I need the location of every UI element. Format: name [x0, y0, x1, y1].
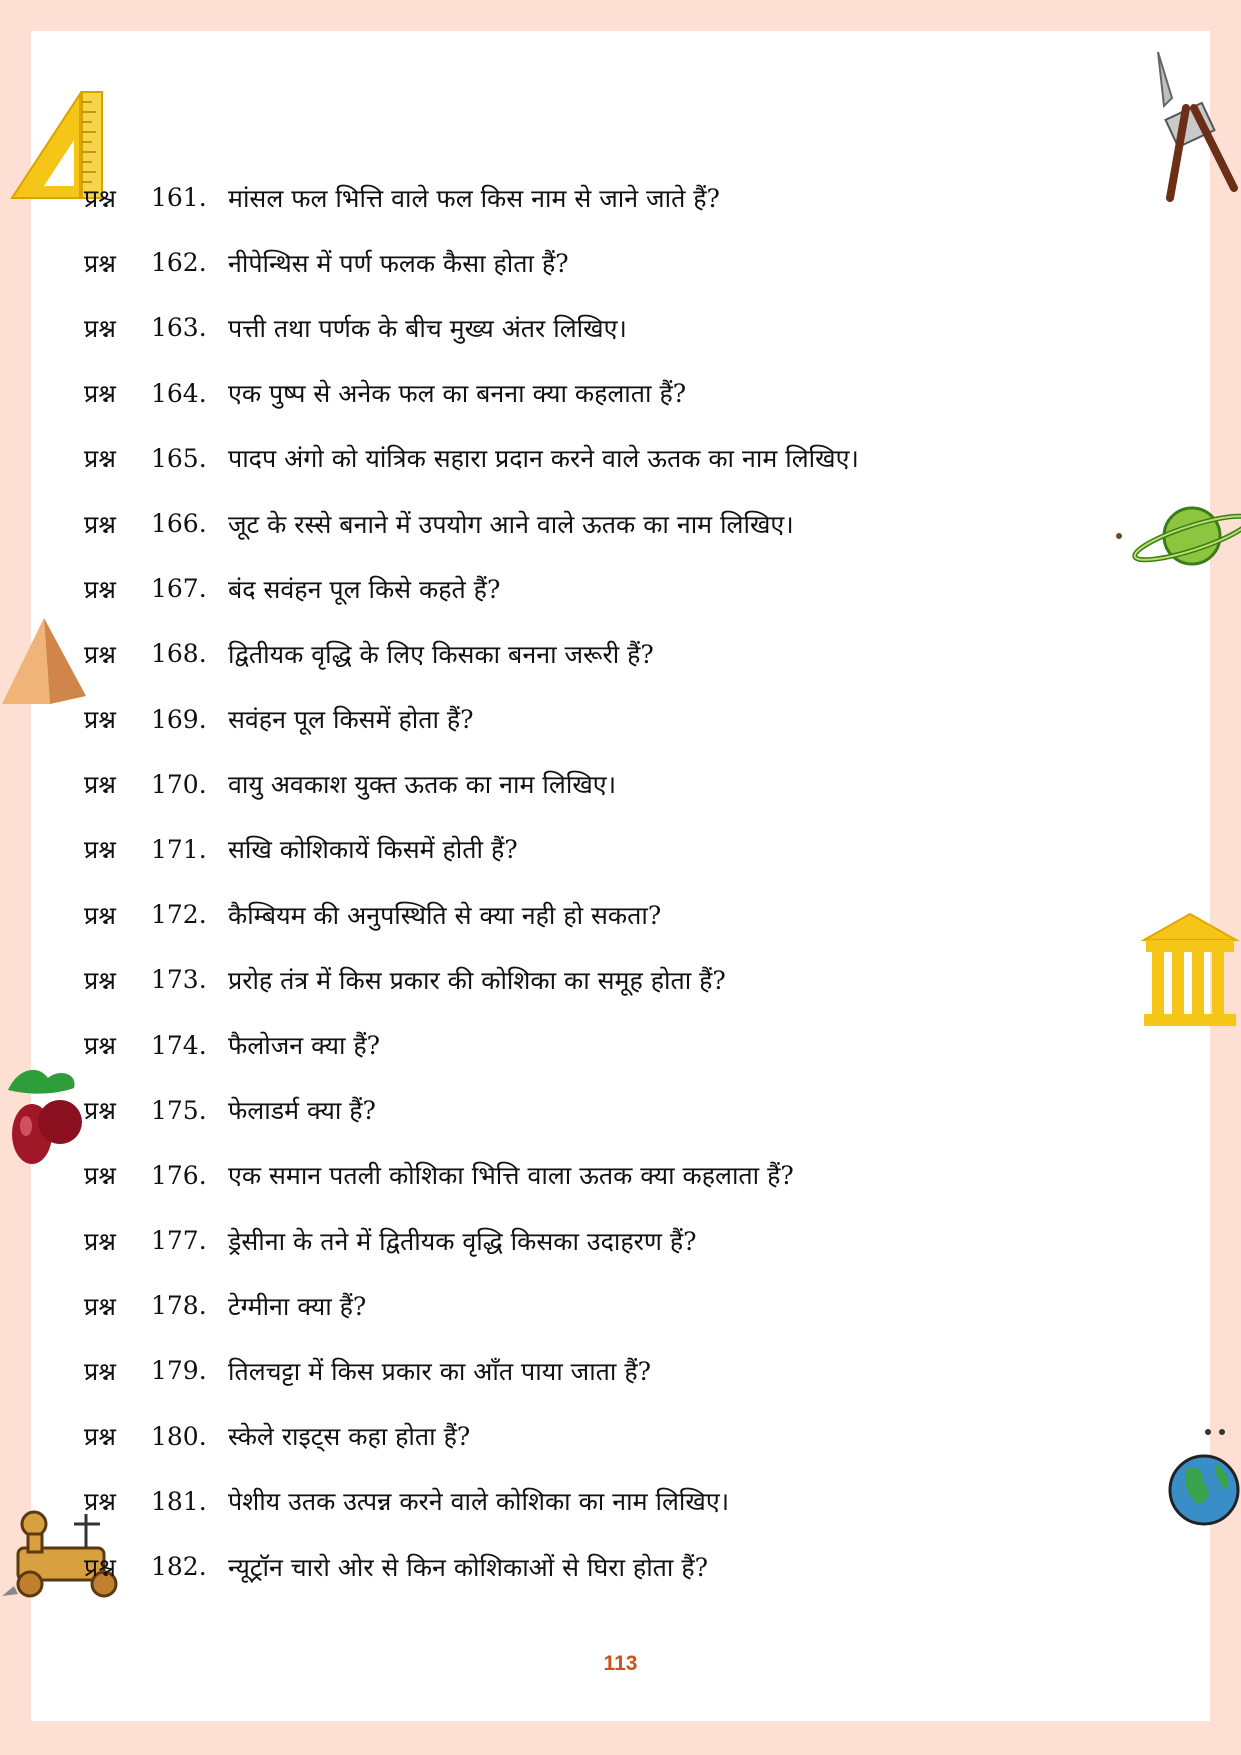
question-item [84, 1143, 859, 1208]
question-label: प्रश्न [84, 1096, 116, 1126]
question-label: प्रश्न [84, 1356, 116, 1386]
question-text: वायु अवकाश युक्त ऊतक का नाम लिखिए। [228, 770, 617, 800]
kidney-bean-icon [2, 1060, 88, 1168]
question-text: पादप अंगो को यांत्रिक सहारा प्रदान करने वाले ऊतक का नाम लिखिए। [228, 444, 859, 474]
question-item [84, 947, 859, 1012]
question-item [84, 1534, 859, 1599]
question-text: एक समान पतली कोशिका भित्ति वाला ऊतक क्या कहलाता हैं? [228, 1161, 794, 1191]
question-number: 178. [151, 1291, 207, 1321]
question-item [84, 295, 859, 360]
question-label: प्रश्न [84, 900, 116, 930]
saturn-icon [1110, 498, 1241, 578]
question-number: 174. [151, 1030, 207, 1060]
question-item [84, 882, 859, 947]
question-label: प्रश्न [84, 1291, 116, 1321]
globe-icon [1160, 1420, 1241, 1532]
question-label: प्रश्न [84, 509, 116, 539]
question-text: जूट के रस्से बनाने में उपयोग आने वाले ऊतक का नाम लिखिए। [228, 509, 794, 539]
question-text: बंद सवंहन पूल किसे कहते हैं? [228, 574, 501, 604]
question-item [84, 817, 859, 882]
question-number: 172. [151, 900, 207, 930]
question-text: कैम्बियम की अनुपस्थिति से क्या नही हो सकता? [228, 900, 662, 930]
question-text: पत्ती तथा पर्णक के बीच मुख्य अंतर लिखिए। [228, 313, 627, 343]
question-item [84, 1208, 859, 1273]
pillar-icon [1140, 912, 1241, 1030]
question-item [84, 556, 859, 621]
question-text: पेशीय उतक उत्पन्न करने वाले कोशिका का नाम लिखिए। [228, 1487, 730, 1517]
question-item [84, 1273, 859, 1338]
question-number: 179. [151, 1356, 207, 1386]
question-number: 168. [151, 639, 207, 669]
question-text: सखि कोशिकायें किसमें होती हैं? [228, 835, 518, 865]
question-label: प्रश्न [84, 574, 116, 604]
question-number: 182. [151, 1552, 207, 1582]
question-number: 162. [151, 248, 207, 278]
question-text: एक पुष्प से अनेक फल का बनना क्या कहलाता हैं? [228, 379, 687, 409]
question-item [84, 165, 859, 230]
question-item [84, 1078, 859, 1143]
question-text: ड्रेसीना के तने में द्वितीयक वृद्धि किसका उदाहरण हैं? [228, 1226, 697, 1256]
question-text: प्ररोह तंत्र में किस प्रकार की कोशिका का समूह होता हैं? [228, 965, 726, 995]
question-label: प्रश्न [84, 965, 116, 995]
question-number: 165. [151, 443, 207, 473]
question-label: प्रश्न [84, 1031, 116, 1061]
page-number: 113 [603, 1652, 638, 1675]
question-number: 167. [151, 574, 207, 604]
question-item [84, 491, 859, 556]
question-text: नीपेन्थिस में पर्ण फलक कैसा होता हैं? [228, 248, 569, 278]
question-text: टेग्मीना क्या हैं? [228, 1291, 367, 1321]
question-number: 175. [151, 1095, 207, 1125]
question-text: फैलोजन क्या हैं? [228, 1031, 381, 1061]
question-number: 169. [151, 704, 207, 734]
question-number: 163. [151, 313, 207, 343]
question-item [84, 621, 859, 686]
question-number: 177. [151, 1226, 207, 1256]
question-label: प्रश्न [84, 835, 116, 865]
question-text: स्केले राइट्स कहा होता हैं? [228, 1422, 471, 1452]
question-item [84, 361, 859, 426]
question-label: प्रश्न [84, 313, 116, 343]
question-label: प्रश्न [84, 1226, 116, 1256]
question-text: मांसल फल भित्ति वाले फल किस नाम से जाने जाते हैं? [228, 183, 720, 213]
question-list [84, 165, 859, 1599]
question-item [84, 426, 859, 491]
question-item [84, 1012, 859, 1077]
question-label: प्रश्न [84, 1552, 116, 1582]
question-number: 170. [151, 769, 207, 799]
question-number: 161. [151, 183, 207, 213]
question-label: प्रश्न [84, 444, 116, 474]
question-item [84, 1338, 859, 1403]
tools-icon [1150, 48, 1240, 203]
question-number: 181. [151, 1486, 207, 1516]
question-label: प्रश्न [84, 183, 116, 213]
question-item [84, 230, 859, 295]
question-text: द्वितीयक वृद्धि के लिए किसका बनना जरूरी हैं? [228, 639, 654, 669]
question-label: प्रश्न [84, 248, 116, 278]
question-number: 164. [151, 378, 207, 408]
question-item [84, 1469, 859, 1534]
question-label: प्रश्न [84, 1422, 116, 1452]
question-number: 166. [151, 509, 207, 539]
question-text: तिलचट्टा में किस प्रकार का आँत पाया जाता हैं? [228, 1356, 652, 1386]
question-label: प्रश्न [84, 639, 116, 669]
question-number: 171. [151, 834, 207, 864]
question-number: 173. [151, 965, 207, 995]
question-text: फेलाडर्म क्या हैं? [228, 1096, 376, 1126]
question-label: प्रश्न [84, 1161, 116, 1191]
question-label: प्रश्न [84, 705, 116, 735]
question-item [84, 752, 859, 817]
question-number: 180. [151, 1421, 207, 1451]
question-label: प्रश्न [84, 1487, 116, 1517]
question-text: न्यूट्रॉन चारो ओर से किन कोशिकाओं से घिरा होता हैं? [228, 1552, 709, 1582]
question-item [84, 1404, 859, 1469]
pyramid-icon [0, 616, 88, 708]
question-text: सवंहन पूल किसमें होता हैं? [228, 705, 474, 735]
question-label: प्रश्न [84, 770, 116, 800]
question-item [84, 687, 859, 752]
question-number: 176. [151, 1160, 207, 1190]
question-label: प्रश्न [84, 379, 116, 409]
